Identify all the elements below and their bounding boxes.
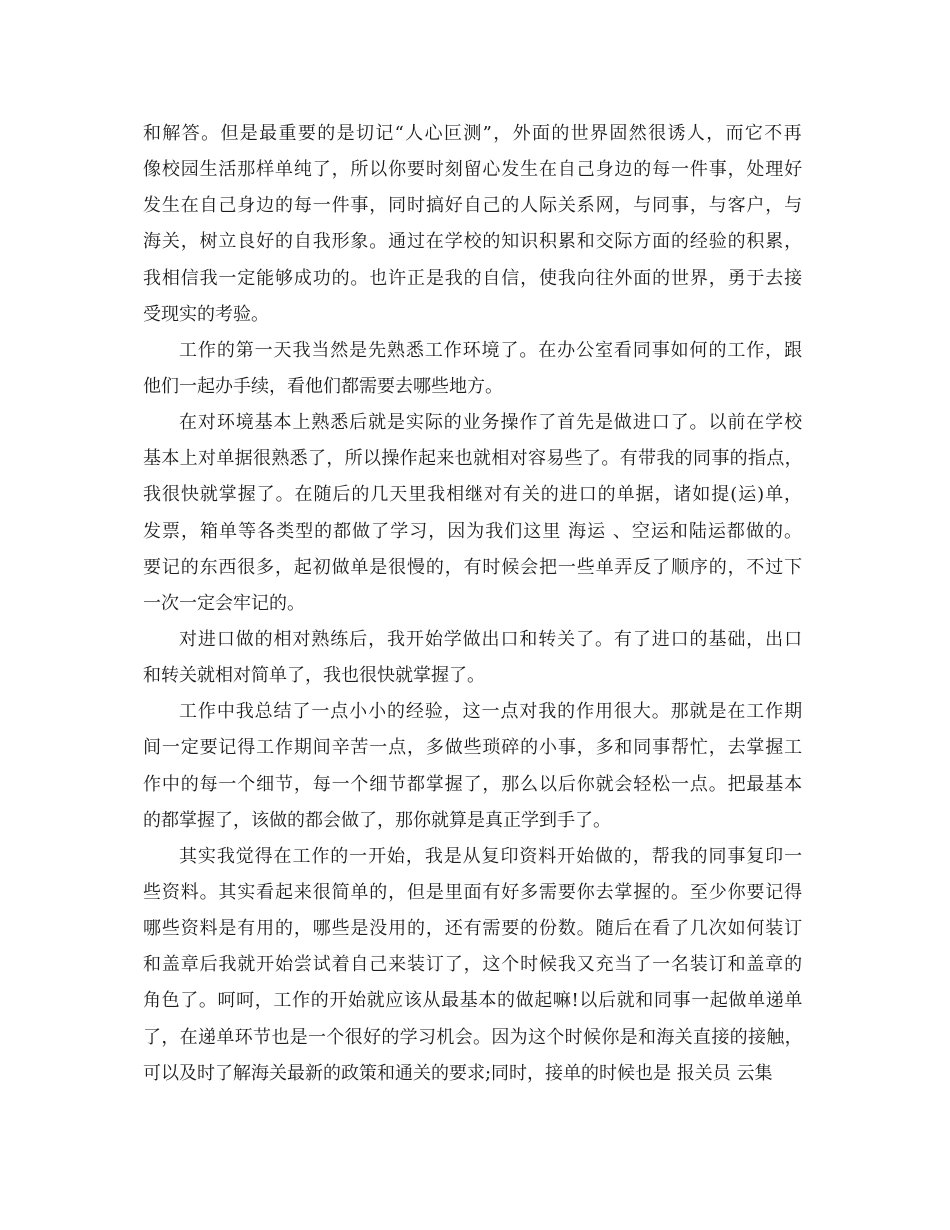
paragraph-first-line: 对进口做的相对熟练后，我开始学做出口和转关了。有了进口的基础，出口 xyxy=(179,628,803,650)
text-line: 我相信我一定能够成功的。也许正是我的自信，使我向往外面的世界，勇于去接 xyxy=(143,267,803,289)
text-line: 作中的每一个细节，每一个细节都掌握了，那么以后你就会轻松一点。把最基本 xyxy=(143,773,803,795)
text-line: 的都掌握了，该做的都会做了，那你就算是真正学到手了。 xyxy=(143,809,611,831)
text-line: 受现实的考验。 xyxy=(143,303,269,325)
text-line: 我很快就掌握了。在随后的几天里我相继对有关的进口的单据，诸如提(运)单， xyxy=(143,484,803,506)
text-line: 了，在递单环节也是一个很好的学习机会。因为这个时候你是和海关直接的接触， xyxy=(143,1026,803,1048)
text-line: 他们一起办手续，看他们都需要去哪些地方。 xyxy=(143,375,503,397)
text-line: 像校园生活那样单纯了，所以你要时刻留心发生在自己身边的每一件事，处理好 xyxy=(143,159,803,181)
text-line: 可以及时了解海关最新的政策和通关的要求;同时，接单的时候也是 报关员 云集 xyxy=(143,1062,773,1084)
paragraph-first-line: 其实我觉得在工作的一开始，我是从复印资料开始做的，帮我的同事复印一 xyxy=(179,845,803,867)
text-line: 和盖章后我就开始尝试着自己来装订了，这个时候我又充当了一名装订和盖章的 xyxy=(143,954,803,976)
text-line: 角色了。呵呵，工作的开始就应该从最基本的做起嘛!以后就和同事一起做单递单 xyxy=(143,990,803,1012)
text-line: 一次一定会牢记的。 xyxy=(143,592,305,614)
document-body xyxy=(143,116,803,1092)
text-line: 和解答。但是最重要的是切记“人心叵测”，外面的世界固然很诱人，而它不再 xyxy=(143,123,803,144)
text-line: 发生在自己身边的每一件事，同时搞好自己的人际关系网，与同事，与客户，与 xyxy=(143,195,803,217)
paragraph-first-line: 工作中我总结了一点小小的经验，这一点对我的作用很大。那就是在工作期 xyxy=(179,701,803,723)
text-line: 和转关就相对简单了，我也很快就掌握了。 xyxy=(143,665,485,687)
paragraph-first-line: 工作的第一天我当然是先熟悉工作环境了。在办公室看同事如何的工作，跟 xyxy=(179,339,803,361)
text-line: 要记的东西很多，起初做单是很慢的，有时候会把一些单弄反了顺序的，不过下 xyxy=(143,556,803,578)
text-line: 间一定要记得工作期间辛苦一点，多做些琐碎的小事，多和同事帮忙，去掌握工 xyxy=(143,737,803,759)
text-line: 些资料。其实看起来很简单的，但是里面有好多需要你去掌握的。至少你要记得 xyxy=(143,881,803,903)
text-line: 发票，箱单等各类型的都做了学习，因为我们这里 海运 、空运和陆运都做的。 xyxy=(143,520,803,542)
paragraph-first-line: 在对环境基本上熟悉后就是实际的业务操作了首先是做进口了。以前在学校 xyxy=(179,412,803,434)
text-line: 海关，树立良好的自我形象。通过在学校的知识积累和交际方面的经验的积累， xyxy=(143,231,803,253)
text-line: 哪些资料是有用的，哪些是没用的，还有需要的份数。随后在看了几次如何装订 xyxy=(143,918,803,940)
text-line: 基本上对单据很熟悉了，所以操作起来也就相对容易些了。有带我的同事的指点， xyxy=(143,448,803,470)
